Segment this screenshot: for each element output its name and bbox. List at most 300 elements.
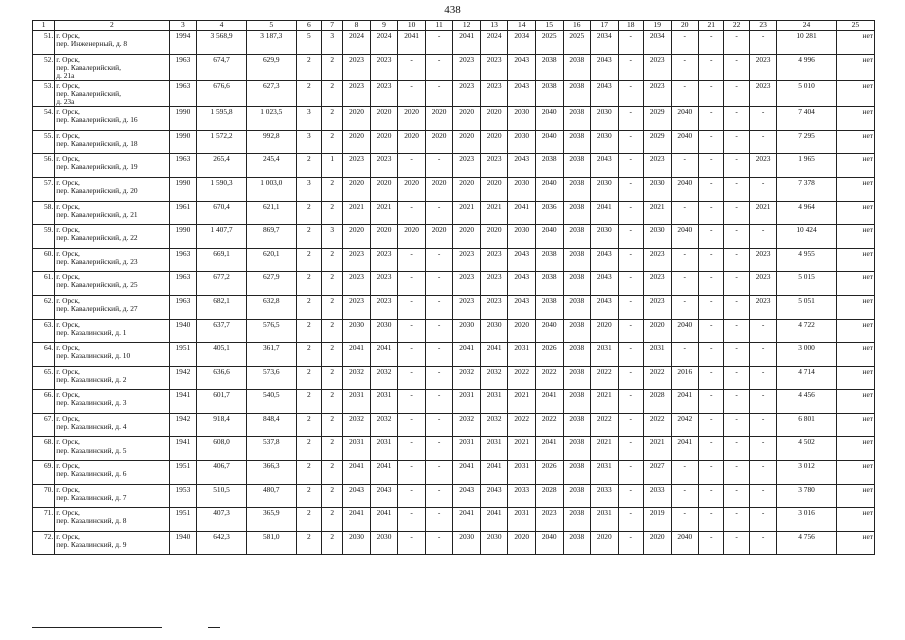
data-cell: 2023	[643, 272, 671, 296]
data-cell: 3 016	[777, 508, 836, 532]
data-cell: 2	[296, 390, 321, 414]
data-cell: 2	[296, 154, 321, 178]
data-cell: 2041	[480, 461, 508, 485]
data-cell: 2023	[343, 295, 371, 319]
data-cell: -	[749, 390, 777, 414]
data-cell: 2023	[535, 508, 563, 532]
data-cell: 2031	[453, 390, 481, 414]
data-cell: -	[749, 413, 777, 437]
data-cell: 265,4	[197, 154, 247, 178]
column-number: 21	[699, 21, 724, 31]
data-cell: 2040	[535, 225, 563, 249]
row-number: 64.	[33, 343, 55, 367]
data-cell: -	[699, 437, 724, 461]
data-cell: 2032	[370, 366, 398, 390]
address-line: г. Орск,	[56, 390, 80, 400]
address-line: г. Орск,	[56, 225, 80, 235]
data-cell: 2021	[343, 201, 371, 225]
data-cell: -	[724, 413, 749, 437]
data-cell: 2040	[535, 130, 563, 154]
data-cell: -	[749, 508, 777, 532]
table-row	[33, 508, 875, 532]
data-cell: 2028	[643, 390, 671, 414]
data-cell: 2041	[591, 201, 619, 225]
data-cell: 1990	[169, 130, 197, 154]
data-cell: -	[724, 461, 749, 485]
data-cell: 1942	[169, 413, 197, 437]
data-cell: -	[699, 107, 724, 131]
data-cell: 2020	[398, 225, 426, 249]
column-number: 4	[197, 21, 247, 31]
data-cell: 2030	[343, 319, 371, 343]
data-cell: 2023	[370, 295, 398, 319]
row-number: 71.	[33, 508, 55, 532]
data-cell: 405,1	[197, 343, 247, 367]
data-cell: 2	[296, 295, 321, 319]
data-cell: -	[398, 366, 426, 390]
data-cell: 2023	[370, 54, 398, 80]
data-cell: -	[671, 272, 699, 296]
data-cell: -	[618, 295, 643, 319]
address-line: г. Орск,	[56, 80, 80, 90]
data-cell: 2020	[591, 531, 619, 555]
data-cell: 4 955	[777, 248, 836, 272]
data-cell: 621,1	[246, 201, 296, 225]
data-cell: 2038	[563, 130, 591, 154]
table-row	[33, 319, 875, 343]
data-cell: 2031	[591, 343, 619, 367]
data-cell: 2023	[453, 54, 481, 80]
address-cell	[55, 319, 169, 343]
column-number: 6	[296, 21, 321, 31]
data-cell: -	[618, 461, 643, 485]
column-number-row	[33, 21, 875, 31]
data-cell: 2023	[480, 295, 508, 319]
data-cell: 2020	[425, 177, 453, 201]
table-body	[33, 31, 875, 555]
data-cell: 2038	[563, 54, 591, 80]
address-cell	[55, 437, 169, 461]
data-cell: 2	[322, 248, 343, 272]
address-cell	[55, 461, 169, 485]
data-cell: 2038	[563, 201, 591, 225]
table-row	[33, 177, 875, 201]
data-cell: 2034	[591, 31, 619, 55]
data-cell: 2023	[343, 248, 371, 272]
data-cell: 2030	[643, 225, 671, 249]
data-cell: 10 424	[777, 225, 836, 249]
address-line: г. Орск,	[56, 366, 80, 376]
data-cell: 2021	[508, 437, 536, 461]
data-cell: 3	[296, 130, 321, 154]
table-row	[33, 295, 875, 319]
data-cell: -	[724, 343, 749, 367]
data-cell: 2031	[343, 437, 371, 461]
data-cell: -	[724, 319, 749, 343]
address-cell	[55, 390, 169, 414]
data-cell: 2028	[535, 484, 563, 508]
address-cell	[55, 177, 169, 201]
data-cell: 2023	[643, 54, 671, 80]
address-cell	[55, 272, 169, 296]
data-cell: 573,6	[246, 366, 296, 390]
column-number: 2	[55, 21, 169, 31]
data-cell: 2	[322, 319, 343, 343]
data-cell: нет	[836, 154, 874, 178]
data-cell: -	[724, 248, 749, 272]
data-cell: -	[749, 343, 777, 367]
housing-register-table	[32, 20, 875, 555]
data-cell: -	[425, 437, 453, 461]
data-cell: 2020	[453, 130, 481, 154]
column-number: 8	[343, 21, 371, 31]
data-cell: 2038	[563, 80, 591, 106]
data-cell: 3	[296, 107, 321, 131]
address-line: г. Орск,	[56, 531, 80, 541]
data-cell: 2040	[671, 107, 699, 131]
data-cell: 2023	[749, 248, 777, 272]
address-line: пер. Казалинский, д. 7	[56, 492, 127, 502]
data-cell: 848,4	[246, 413, 296, 437]
data-cell: 2	[322, 484, 343, 508]
data-cell: 2040	[671, 531, 699, 555]
data-cell: 2038	[563, 295, 591, 319]
data-cell: -	[749, 225, 777, 249]
data-cell: 1963	[169, 248, 197, 272]
data-cell: 2026	[535, 461, 563, 485]
data-cell: 1941	[169, 390, 197, 414]
table-row	[33, 80, 875, 106]
column-number: 17	[591, 21, 619, 31]
data-cell: 2041	[343, 343, 371, 367]
data-cell: 670,4	[197, 201, 247, 225]
data-cell: 2040	[535, 107, 563, 131]
data-cell: 2032	[343, 366, 371, 390]
data-cell: 2043	[591, 54, 619, 80]
data-cell: 2023	[643, 80, 671, 106]
data-cell: 2021	[370, 201, 398, 225]
data-cell: -	[724, 225, 749, 249]
address-line: г. Орск,	[56, 154, 80, 164]
address-line: г. Орск,	[56, 319, 80, 329]
data-cell: 627,9	[246, 272, 296, 296]
data-cell: 1951	[169, 461, 197, 485]
data-cell: -	[425, 343, 453, 367]
data-cell: -	[671, 484, 699, 508]
data-cell: 2041	[671, 390, 699, 414]
data-cell: 2041	[480, 343, 508, 367]
address-line: пер. Кавалерийский, д. 21	[56, 209, 138, 219]
data-cell: -	[699, 154, 724, 178]
data-cell: -	[749, 461, 777, 485]
address-cell	[55, 295, 169, 319]
data-cell: 2038	[563, 225, 591, 249]
data-cell: 576,5	[246, 319, 296, 343]
data-cell: 2038	[563, 319, 591, 343]
data-cell: 2022	[643, 366, 671, 390]
address-cell	[55, 54, 169, 80]
data-cell: -	[724, 201, 749, 225]
address-line: пер. Кавалерийский, д. 16	[56, 115, 138, 125]
data-cell: 2043	[480, 484, 508, 508]
data-cell: 2038	[563, 343, 591, 367]
data-cell: 1 407,7	[197, 225, 247, 249]
data-cell: -	[724, 31, 749, 55]
address-cell	[55, 130, 169, 154]
column-number: 7	[322, 21, 343, 31]
address-cell	[55, 107, 169, 131]
data-cell: 3 000	[777, 343, 836, 367]
data-cell: 2031	[508, 508, 536, 532]
column-number: 11	[425, 21, 453, 31]
data-cell: 2031	[591, 508, 619, 532]
column-number: 22	[724, 21, 749, 31]
row-number: 67.	[33, 413, 55, 437]
data-cell: 2023	[749, 154, 777, 178]
data-cell: -	[425, 484, 453, 508]
data-cell: 2038	[563, 154, 591, 178]
data-cell: 2020	[370, 177, 398, 201]
data-cell: 2	[322, 177, 343, 201]
data-cell: 2023	[343, 154, 371, 178]
address-line: г. Орск,	[56, 508, 80, 518]
data-cell: 2024	[343, 31, 371, 55]
data-cell: 540,5	[246, 390, 296, 414]
row-number: 59.	[33, 225, 55, 249]
data-cell: 2024	[370, 31, 398, 55]
address-line: г. Орск,	[56, 54, 80, 64]
address-cell	[55, 201, 169, 225]
data-cell: -	[699, 531, 724, 555]
row-number: 63.	[33, 319, 55, 343]
data-cell: 2040	[535, 319, 563, 343]
data-cell: -	[724, 130, 749, 154]
data-cell: 2	[322, 461, 343, 485]
data-cell: 636,6	[197, 366, 247, 390]
data-cell: 2021	[643, 201, 671, 225]
table-row	[33, 154, 875, 178]
data-cell: -	[671, 154, 699, 178]
data-cell: 2020	[398, 130, 426, 154]
row-number: 61.	[33, 272, 55, 296]
data-cell: 2032	[370, 413, 398, 437]
data-cell: 2030	[508, 177, 536, 201]
data-cell: 2020	[343, 107, 371, 131]
address-cell	[55, 248, 169, 272]
data-cell: 2031	[643, 343, 671, 367]
address-line: г. Орск,	[56, 201, 80, 211]
address-cell	[55, 413, 169, 437]
data-cell: 2025	[563, 31, 591, 55]
data-cell: 2040	[671, 319, 699, 343]
address-line: пер. Казалинский, д. 5	[56, 445, 127, 455]
data-cell: 2020	[643, 319, 671, 343]
row-number: 70.	[33, 484, 55, 508]
data-cell: -	[425, 508, 453, 532]
data-cell: 2038	[535, 80, 563, 106]
data-cell: -	[425, 80, 453, 106]
data-cell: -	[671, 201, 699, 225]
data-cell: 2043	[591, 80, 619, 106]
data-cell: 2020	[453, 225, 481, 249]
data-cell: -	[425, 248, 453, 272]
data-cell: 2023	[480, 154, 508, 178]
data-cell: 1 965	[777, 154, 836, 178]
data-cell: 2023	[643, 295, 671, 319]
data-cell: -	[618, 225, 643, 249]
footnote-divider	[32, 627, 162, 628]
data-cell: 2020	[480, 130, 508, 154]
row-number: 52.	[33, 54, 55, 80]
data-cell: 2026	[535, 343, 563, 367]
data-cell: 4 714	[777, 366, 836, 390]
data-cell: 2029	[643, 107, 671, 131]
data-cell: 2030	[480, 531, 508, 555]
address-line: пер. Кавалерийский, д. 25	[56, 280, 138, 290]
data-cell: 361,7	[246, 343, 296, 367]
data-cell: -	[425, 366, 453, 390]
table-row	[33, 54, 875, 80]
data-cell: -	[618, 484, 643, 508]
data-cell: -	[671, 31, 699, 55]
data-cell: 2	[296, 319, 321, 343]
data-cell: -	[425, 201, 453, 225]
data-cell: 677,2	[197, 272, 247, 296]
data-cell: 2022	[535, 366, 563, 390]
column-number: 20	[671, 21, 699, 31]
data-cell: 4 756	[777, 531, 836, 555]
data-cell: -	[398, 437, 426, 461]
data-cell: 2041	[453, 31, 481, 55]
data-cell: 2023	[370, 272, 398, 296]
data-cell: 601,7	[197, 390, 247, 414]
data-cell: -	[618, 31, 643, 55]
data-cell: 3	[322, 31, 343, 55]
data-cell: 2022	[535, 413, 563, 437]
data-cell: 2043	[508, 248, 536, 272]
data-cell: 2	[296, 461, 321, 485]
data-cell: -	[671, 461, 699, 485]
data-cell: нет	[836, 390, 874, 414]
data-cell: 3	[296, 177, 321, 201]
data-cell: 2	[322, 80, 343, 106]
data-cell: 669,1	[197, 248, 247, 272]
address-cell	[55, 484, 169, 508]
data-cell: 2023	[480, 272, 508, 296]
data-cell: -	[699, 366, 724, 390]
data-cell: 2032	[480, 366, 508, 390]
data-cell: нет	[836, 80, 874, 106]
data-cell: 2	[296, 201, 321, 225]
data-cell: 2038	[563, 177, 591, 201]
data-cell: -	[699, 390, 724, 414]
data-cell: 2	[296, 437, 321, 461]
data-cell: -	[749, 531, 777, 555]
data-cell: 2040	[671, 225, 699, 249]
data-cell: 1963	[169, 54, 197, 80]
data-cell: -	[425, 31, 453, 55]
data-cell: 2	[322, 54, 343, 80]
address-cell	[55, 31, 169, 55]
data-cell: 3 568,9	[197, 31, 247, 55]
row-number: 51.	[33, 31, 55, 55]
data-cell: -	[671, 80, 699, 106]
data-cell: -	[699, 272, 724, 296]
data-cell: -	[699, 248, 724, 272]
address-cell	[55, 80, 169, 106]
data-cell: 608,0	[197, 437, 247, 461]
address-cell	[55, 154, 169, 178]
data-cell: 3 187,3	[246, 31, 296, 55]
data-cell: 2	[296, 366, 321, 390]
data-cell: 2033	[508, 484, 536, 508]
data-cell: 2	[296, 225, 321, 249]
data-cell: -	[425, 531, 453, 555]
data-cell: -	[724, 272, 749, 296]
data-cell: -	[749, 107, 777, 131]
address-line: д. 21а	[56, 70, 75, 80]
data-cell: 2030	[591, 130, 619, 154]
data-cell: 2031	[591, 461, 619, 485]
data-cell: -	[618, 272, 643, 296]
row-number: 68.	[33, 437, 55, 461]
data-cell: 5 015	[777, 272, 836, 296]
table-row	[33, 130, 875, 154]
address-line: г. Орск,	[56, 461, 80, 471]
data-cell: 3 780	[777, 484, 836, 508]
data-cell: -	[398, 319, 426, 343]
data-cell: нет	[836, 437, 874, 461]
data-cell: 2040	[671, 177, 699, 201]
data-cell: 2038	[563, 366, 591, 390]
data-cell: -	[699, 461, 724, 485]
data-cell: нет	[836, 531, 874, 555]
data-cell: 7 295	[777, 130, 836, 154]
data-cell: 2020	[480, 177, 508, 201]
data-cell: 2030	[508, 130, 536, 154]
column-number: 18	[618, 21, 643, 31]
data-cell: 1990	[169, 107, 197, 131]
data-cell: -	[749, 437, 777, 461]
data-cell: 2043	[453, 484, 481, 508]
data-cell: -	[699, 484, 724, 508]
data-cell: 2030	[591, 107, 619, 131]
row-number: 55.	[33, 130, 55, 154]
data-cell: нет	[836, 272, 874, 296]
data-cell: нет	[836, 177, 874, 201]
data-cell: 2041	[480, 508, 508, 532]
data-cell: -	[671, 248, 699, 272]
column-number: 23	[749, 21, 777, 31]
data-cell: 2020	[643, 531, 671, 555]
data-cell: -	[724, 80, 749, 106]
data-cell: 2040	[535, 177, 563, 201]
data-cell: 2041	[453, 508, 481, 532]
data-cell: -	[749, 319, 777, 343]
data-cell: 5	[296, 31, 321, 55]
data-cell: 1 572,2	[197, 130, 247, 154]
data-cell: 2041	[398, 31, 426, 55]
data-cell: 2021	[453, 201, 481, 225]
data-cell: 4 964	[777, 201, 836, 225]
table-row	[33, 413, 875, 437]
data-cell: 1 003,0	[246, 177, 296, 201]
data-cell: 2041	[671, 437, 699, 461]
data-cell: 2020	[425, 107, 453, 131]
data-cell: -	[749, 130, 777, 154]
data-cell: 632,8	[246, 295, 296, 319]
data-cell: 4 722	[777, 319, 836, 343]
